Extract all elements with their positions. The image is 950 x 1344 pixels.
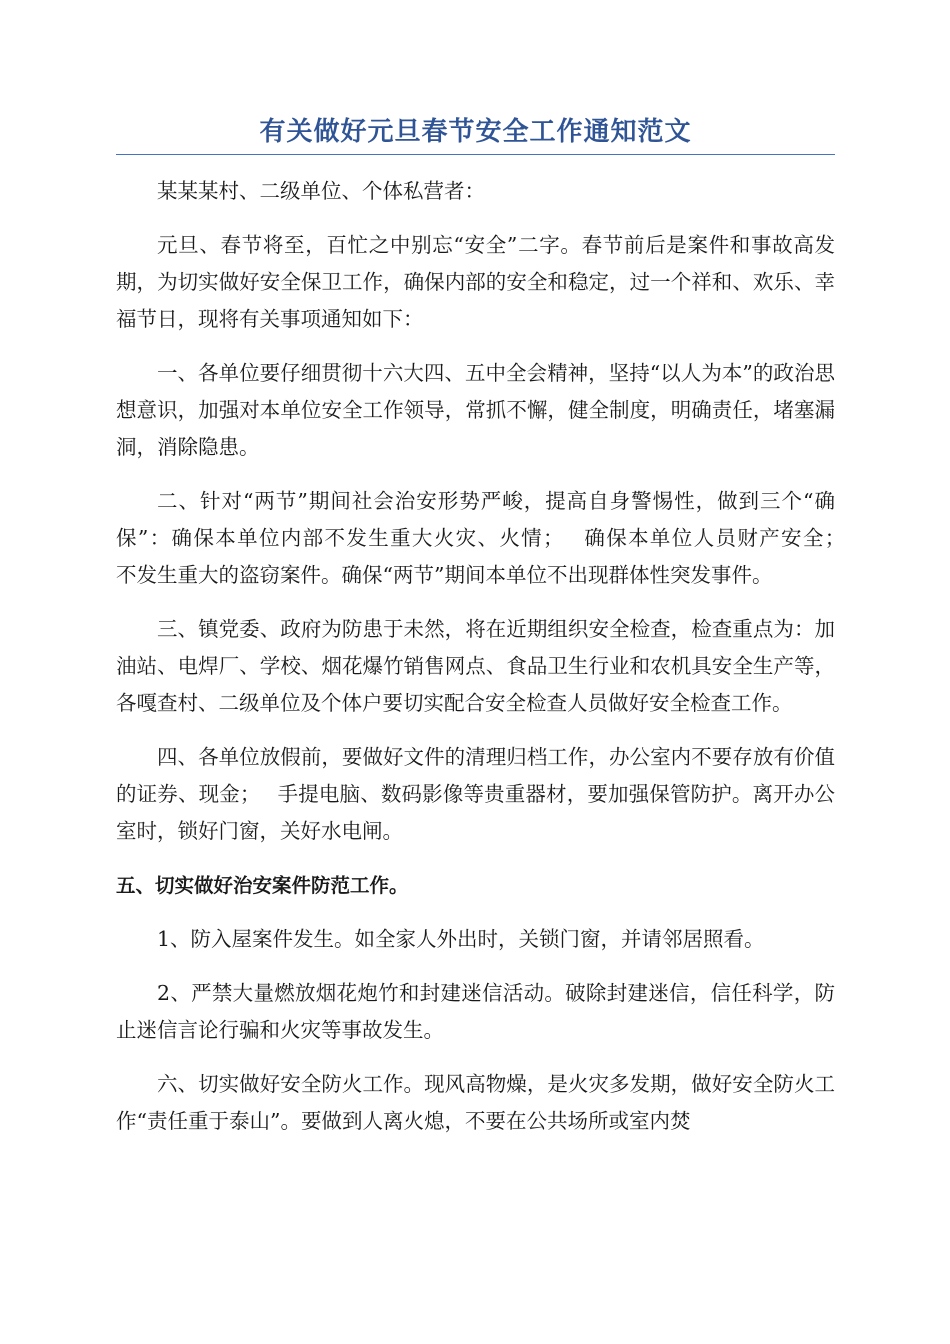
spacer: [116, 466, 835, 483]
document-title: 有关做好元旦春节安全工作通知范文: [116, 112, 835, 155]
spacer: [116, 1049, 835, 1066]
spacer: [116, 904, 835, 921]
document-page: [116, 112, 863, 1140]
section-heading: 五、切实做好治安案件防范工作。: [116, 874, 409, 897]
spacer: [116, 338, 835, 355]
body-paragraph: 二、针对“两节”期间社会治安形势严峻，提高自身警惕性，做到三个“确保”：确保本单位内部不发生重大火灾、火情； 确保本单位人员财产安全； 不发生重大的盗窃案件。确保“两节”期间本单位不出现群体性突发事件。: [116, 489, 863, 587]
spacer: [116, 594, 835, 611]
spacer: [116, 850, 835, 867]
body-paragraph: 六、切实做好安全防火工作。现风高物燥，是火灾多发期，做好安全防火工作“责任重于泰山”。要做到人离火熄，不要在公共场所或室内焚: [116, 1072, 835, 1133]
spacer: [116, 958, 835, 975]
body-paragraph: 四、各单位放假前，要做好文件的清理归档工作，办公室内不要存放有价值的证券、现金； 手提电脑、数码影像等贵重器材，要加强保管防护。离开办公室时，锁好门窗，关好水电闸。: [116, 745, 835, 843]
spacer: [116, 210, 835, 227]
salutation: 某某某村、二级单位、个体私营者：: [157, 179, 485, 203]
spacer: [116, 155, 835, 173]
body-paragraph: 1、防入屋案件发生。如全家人外出时，关锁门窗，并请邻居照看。: [157, 927, 765, 951]
spacer: [116, 722, 835, 739]
body-paragraph: 元旦、春节将至，百忙之中别忘“安全”二字。春节前后是案件和事故高发期，为切实做好安全保卫工作，确保内部的安全和稳定，过一个祥和、欢乐、幸福节日，现将有关事项通知如下：: [116, 233, 835, 331]
body-paragraph: 2、严禁大量燃放烟花炮竹和封建迷信活动。破除封建迷信，信任科学，防止迷信言论行骗和火灾等事故发生。: [116, 981, 835, 1042]
document-body: [116, 210, 863, 1140]
body-paragraph: 一、各单位要仔细贯彻十六大四、五中全会精神，坚持“以人为本”的政治思想意识，加强对本单位安全工作领导，常抓不懈，健全制度，明确责任，堵塞漏洞，消除隐患。: [116, 361, 835, 459]
body-paragraph: 三、镇党委、政府为防患于未然，将在近期组织安全检查，检查重点为：加油站、电焊厂、学校、烟花爆竹销售网点、食品卫生行业和农机具安全生产等，各嘎查村、二级单位及个体户要切实配合安全检查人员做好安全检查工作。: [116, 617, 835, 715]
